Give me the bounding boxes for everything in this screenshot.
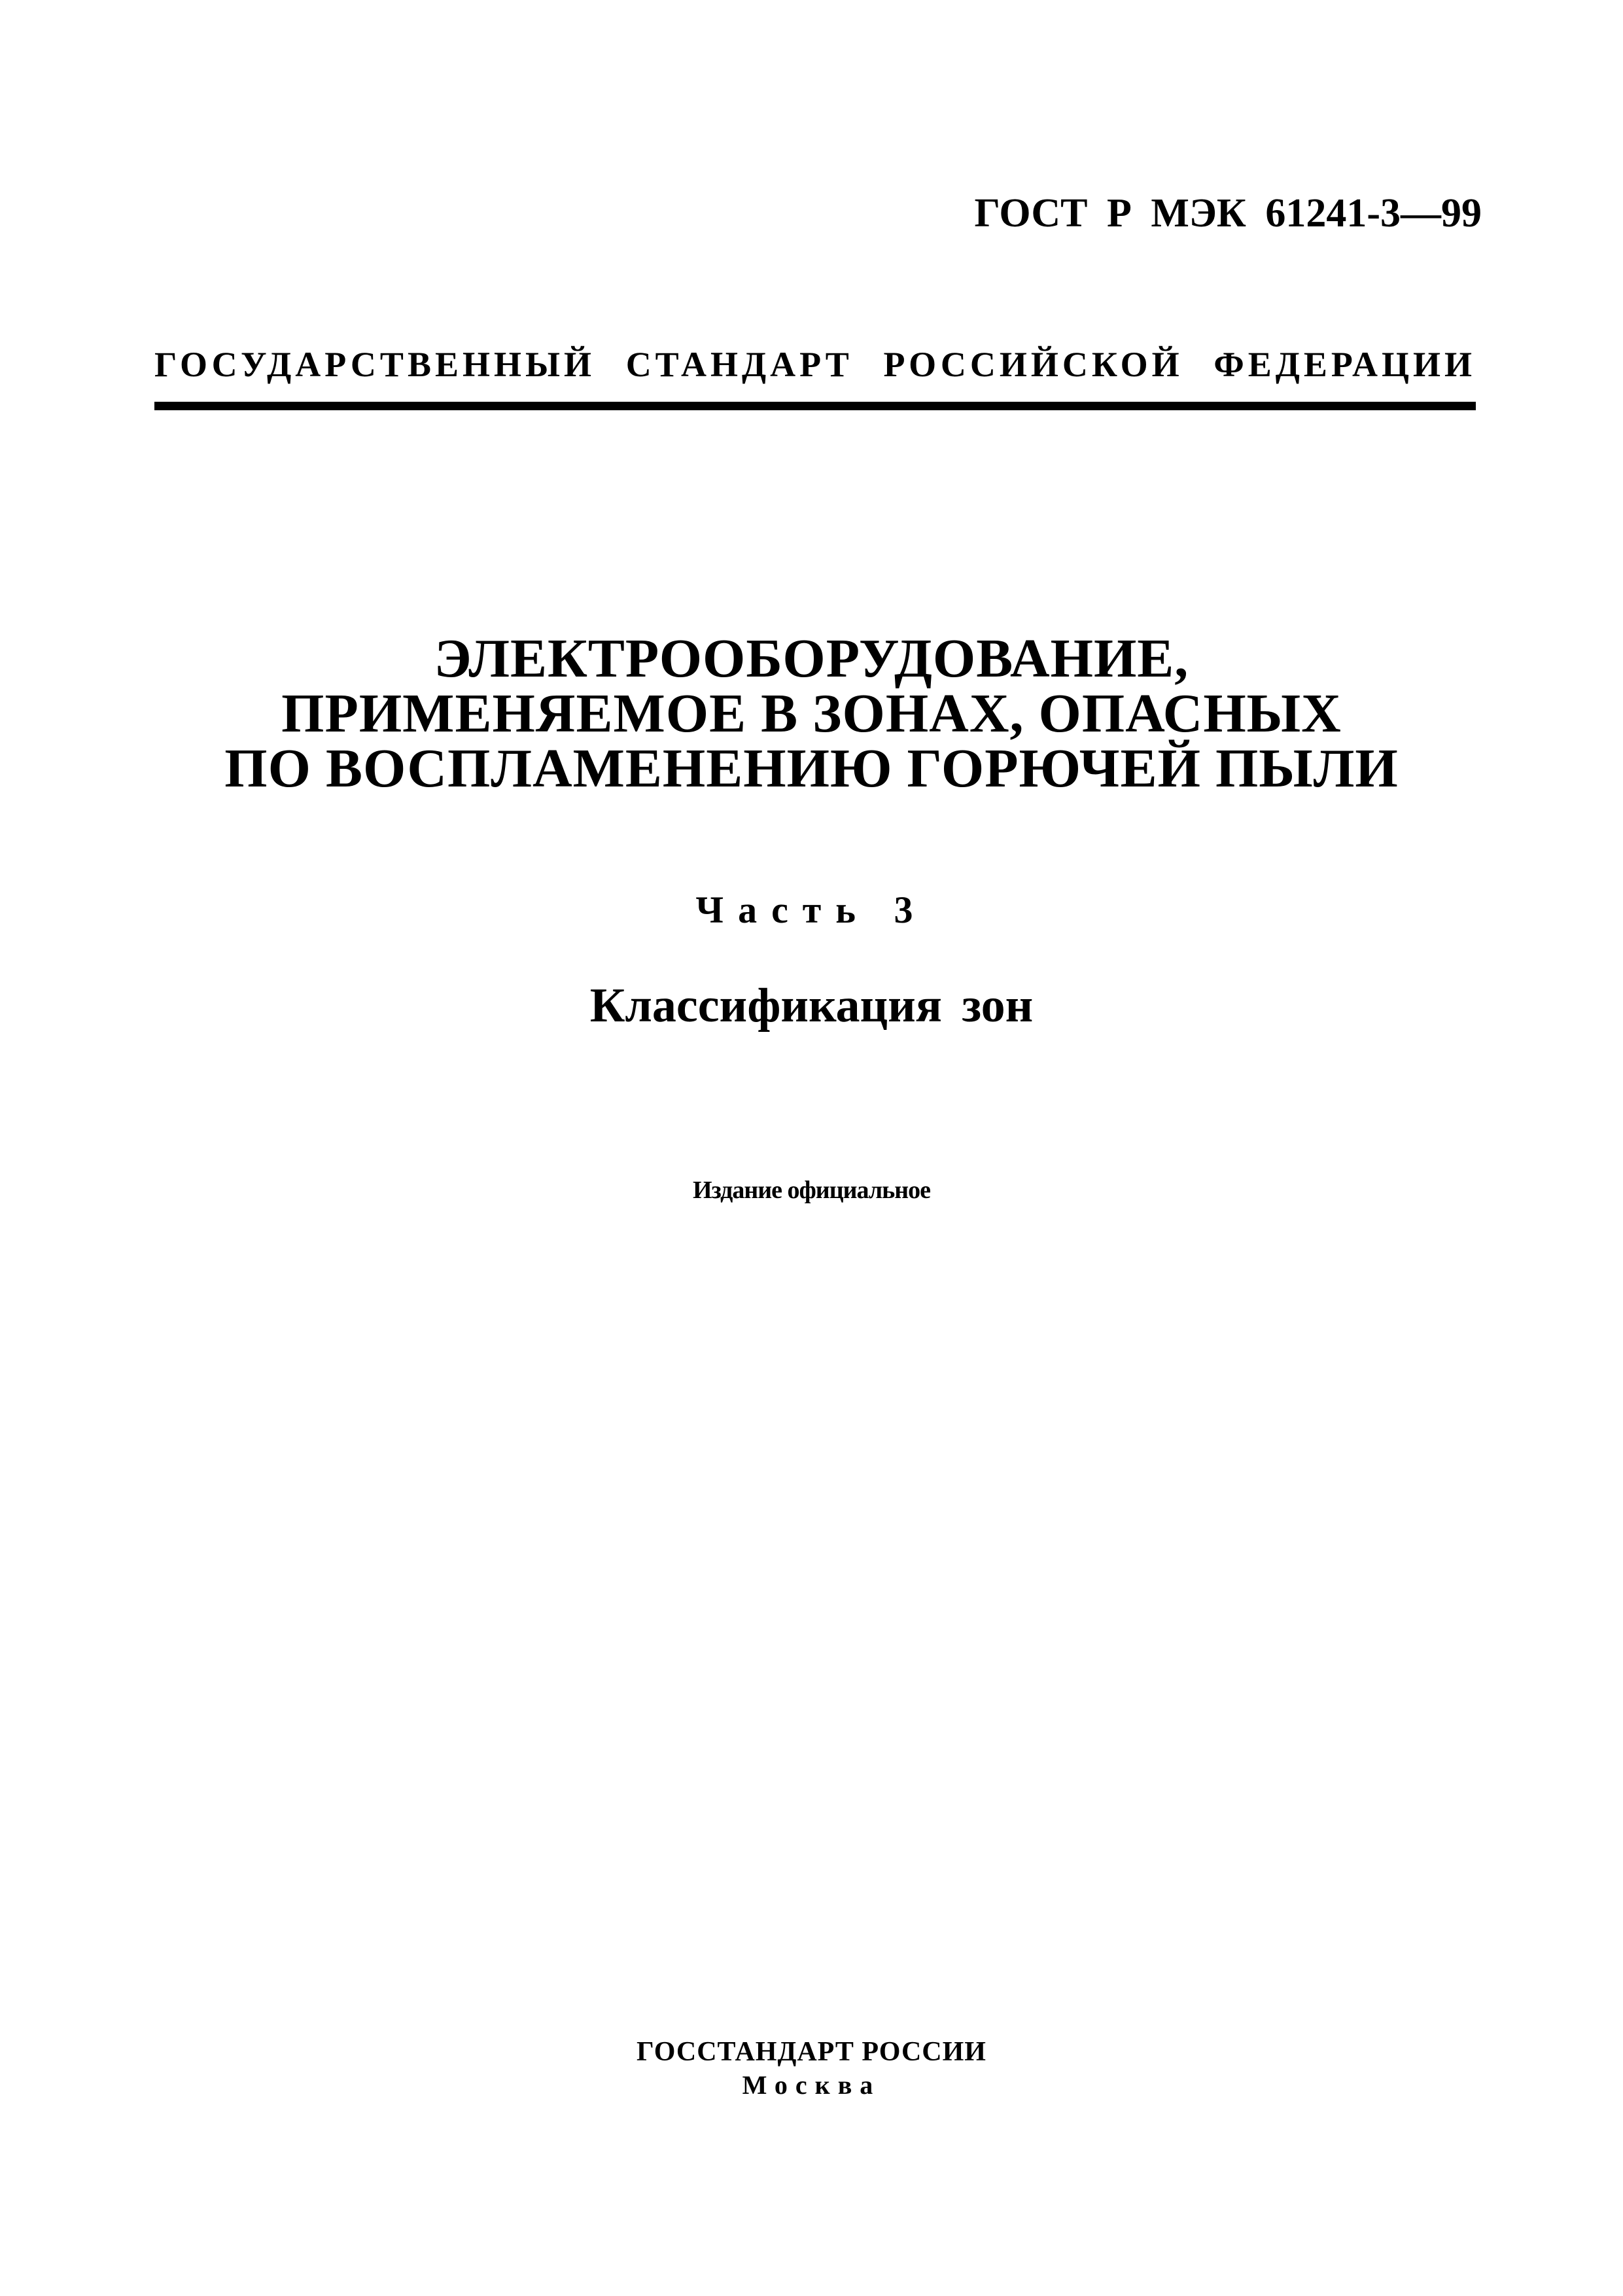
- title-line: ЭЛЕКТРООБОРУДОВАНИЕ,: [434, 628, 1189, 689]
- agency-heading: [154, 347, 1476, 382]
- document-number: ГОСТ Р МЭК 61241-3—99: [974, 191, 1482, 236]
- agency-word: ФЕДЕРАЦИИ: [1213, 345, 1476, 384]
- agency-word: СТАНДАРТ: [625, 345, 853, 384]
- publisher-name: ГОССТАНДАРТ РОССИИ: [637, 2037, 986, 2067]
- publisher-block: [0, 2038, 1623, 2098]
- agency-word: ГОСУДАРСТВЕННЫЙ: [154, 345, 596, 384]
- document-subtitle: Классификация зон: [589, 979, 1034, 1033]
- publisher-city: Москва: [742, 2070, 881, 2100]
- agency-word: РОССИЙСКОЙ: [883, 345, 1183, 384]
- document-title: [0, 628, 1623, 799]
- header-rule: [154, 402, 1476, 410]
- title-line: ПО ВОСПЛАМЕНЕНИЮ ГОРЮЧЕЙ ПЫЛИ: [224, 738, 1399, 799]
- part-label: Часть 3: [695, 889, 928, 931]
- title-line: ПРИМЕНЯЕМОЕ В ЗОНАХ, ОПАСНЫХ: [281, 683, 1342, 744]
- header-banner: [154, 347, 1476, 410]
- edition-label: Издание официальное: [692, 1176, 930, 1204]
